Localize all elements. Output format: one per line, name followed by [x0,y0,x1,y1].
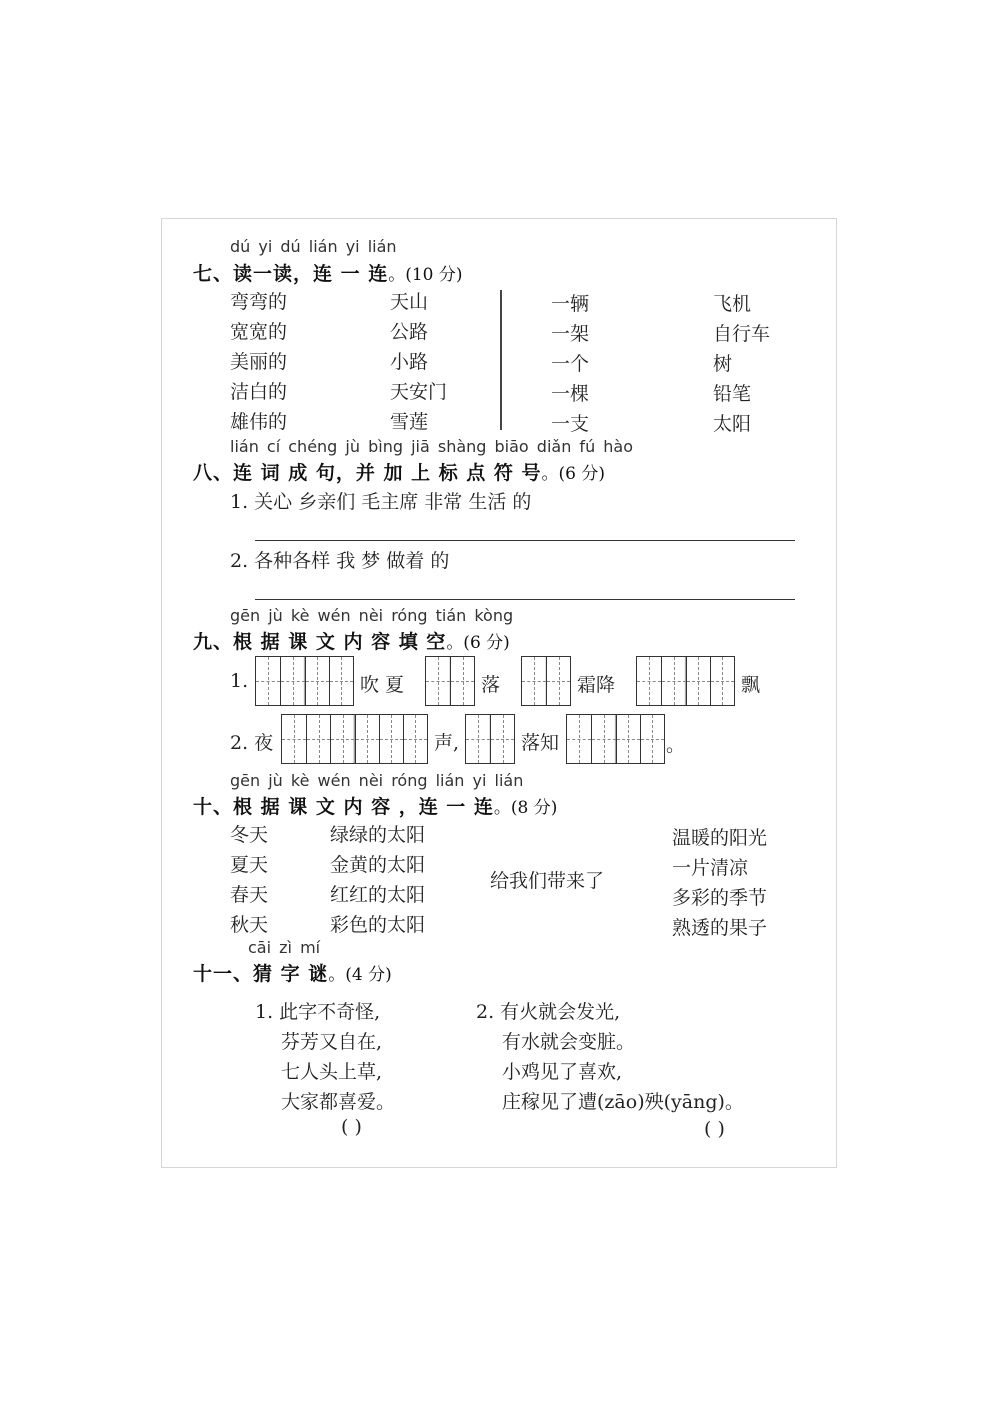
s10-sun-3: 红红的太阳 [330,884,426,906]
s11-riddle1-line-4: 大家都喜爱。 [281,1091,396,1113]
s8-answer-line-2[interactable] [255,599,795,600]
s9-q1-number: 1. [230,670,249,692]
s9-q2-end: 。 [666,734,686,756]
s10-gift-3: 多彩的季节 [672,887,768,909]
s7-noun2-3: 树 [713,353,733,375]
s9-q1-boxes-3[interactable] [521,656,571,706]
s10-gift-1: 温暖的阳光 [672,827,768,849]
s10-season-4: 秋天 [230,914,269,936]
s11-pinyin: cāi zì mí [248,938,321,957]
s8-pinyin: lián cí chéng jù bìng jiā shàng biāo diǎn fú hào [230,437,634,456]
s10-sun-4: 彩色的太阳 [330,914,426,936]
s10-middle: 给我们带来了 [490,870,605,892]
s7-noun2-5: 太阳 [713,413,752,435]
s7-measure-3: 一个 [551,353,590,375]
s10-sun-2: 金黄的太阳 [330,854,426,876]
s9-q1-word-3: 霜降 [577,674,616,696]
s11-riddle2-line-3: 小鸡见了喜欢, [502,1061,623,1083]
s7-heading: 七、读一读，连 一 连。(10 分) [193,263,463,285]
s9-q2-boxes-3[interactable] [566,714,665,764]
s7-noun2-2: 自行车 [713,323,771,345]
s8-question-1: 1. 关心 乡亲们 毛主席 非常 生活 的 [230,491,532,513]
s10-season-2: 夏天 [230,854,269,876]
s9-q2-boxes-1[interactable] [281,714,428,764]
s10-season-1: 冬天 [230,824,269,846]
s7-adj-4: 洁白的 [230,381,288,403]
s10-gift-4: 熟透的果子 [672,917,768,939]
s11-riddle1-line-2: 芬芳又自在, [281,1031,383,1053]
s10-gift-2: 一片清凉 [672,857,749,879]
s9-q1-word-1: 吹 夏 [360,674,405,696]
s11-answer-1[interactable]: ( ) [341,1116,362,1138]
s9-pinyin: gēn jù kè wén nèi róng tián kòng [230,606,514,625]
s7-measure-5: 一支 [551,413,590,435]
s10-pinyin: gēn jù kè wén nèi róng lián yi lián [230,771,524,790]
s9-heading: 九、根 据 课 文 内 容 填 空。(6 分) [193,631,510,653]
s10-heading: 十、根 据 课 文 内 容 ，连 一 连。(8 分) [193,796,558,818]
s7-adj-1: 弯弯的 [230,291,288,313]
s11-heading: 十一、猜 字 谜。(4 分) [193,963,392,985]
s9-q1-boxes-2[interactable] [425,656,475,706]
s7-measure-2: 一架 [551,323,590,345]
s7-noun2-4: 铅笔 [713,383,752,405]
s11-riddle2-line-4: 庄稼见了遭(zāo)殃(yāng)。 [502,1091,744,1113]
s11-riddle2-line-2: 有水就会变脏。 [502,1031,636,1053]
s7-adj-3: 美丽的 [230,351,288,373]
s9-q2-boxes-2[interactable] [465,714,515,764]
s7-noun2-1: 飞机 [713,293,752,315]
s7-pinyin: dú yi dú lián yi lián [230,237,397,256]
s8-question-2: 2. 各种各样 我 梦 做着 的 [230,550,450,572]
s8-answer-line-1[interactable] [255,540,795,541]
s7-measure-4: 一棵 [551,383,590,405]
s8-heading: 八、连 词 成 句，并 加 上 标 点 符 号。(6 分) [193,462,606,484]
s10-sun-1: 绿绿的太阳 [330,824,426,846]
s9-q2-number: 2. 夜 [230,732,274,754]
s9-q1-boxes-4[interactable] [636,656,735,706]
s10-season-3: 春天 [230,884,269,906]
s9-q1-word-4: 飘 [741,674,761,696]
s7-adj-5: 雄伟的 [230,411,288,433]
s11-riddle1-line-3: 七人头上草, [281,1061,383,1083]
s9-q2-word-2: 落知 [521,732,560,754]
s7-noun1-4: 天安门 [390,381,448,403]
s11-riddle1-line-1: 1. 此字不奇怪, [255,1001,381,1023]
s7-divider [500,290,502,430]
s7-noun1-2: 公路 [390,321,429,343]
s9-q1-boxes-1[interactable] [255,656,354,706]
s7-noun1-1: 天山 [390,291,429,313]
s7-noun1-5: 雪莲 [390,411,429,433]
s11-riddle2-line-1: 2. 有火就会发光, [476,1001,621,1023]
s11-answer-2[interactable]: ( ) [704,1118,725,1140]
s9-q1-word-2: 落 [481,674,501,696]
s7-noun1-3: 小路 [390,351,429,373]
s9-q2-word-1: 声, [434,732,460,754]
s7-measure-1: 一辆 [551,293,590,315]
s7-adj-2: 宽宽的 [230,321,288,343]
